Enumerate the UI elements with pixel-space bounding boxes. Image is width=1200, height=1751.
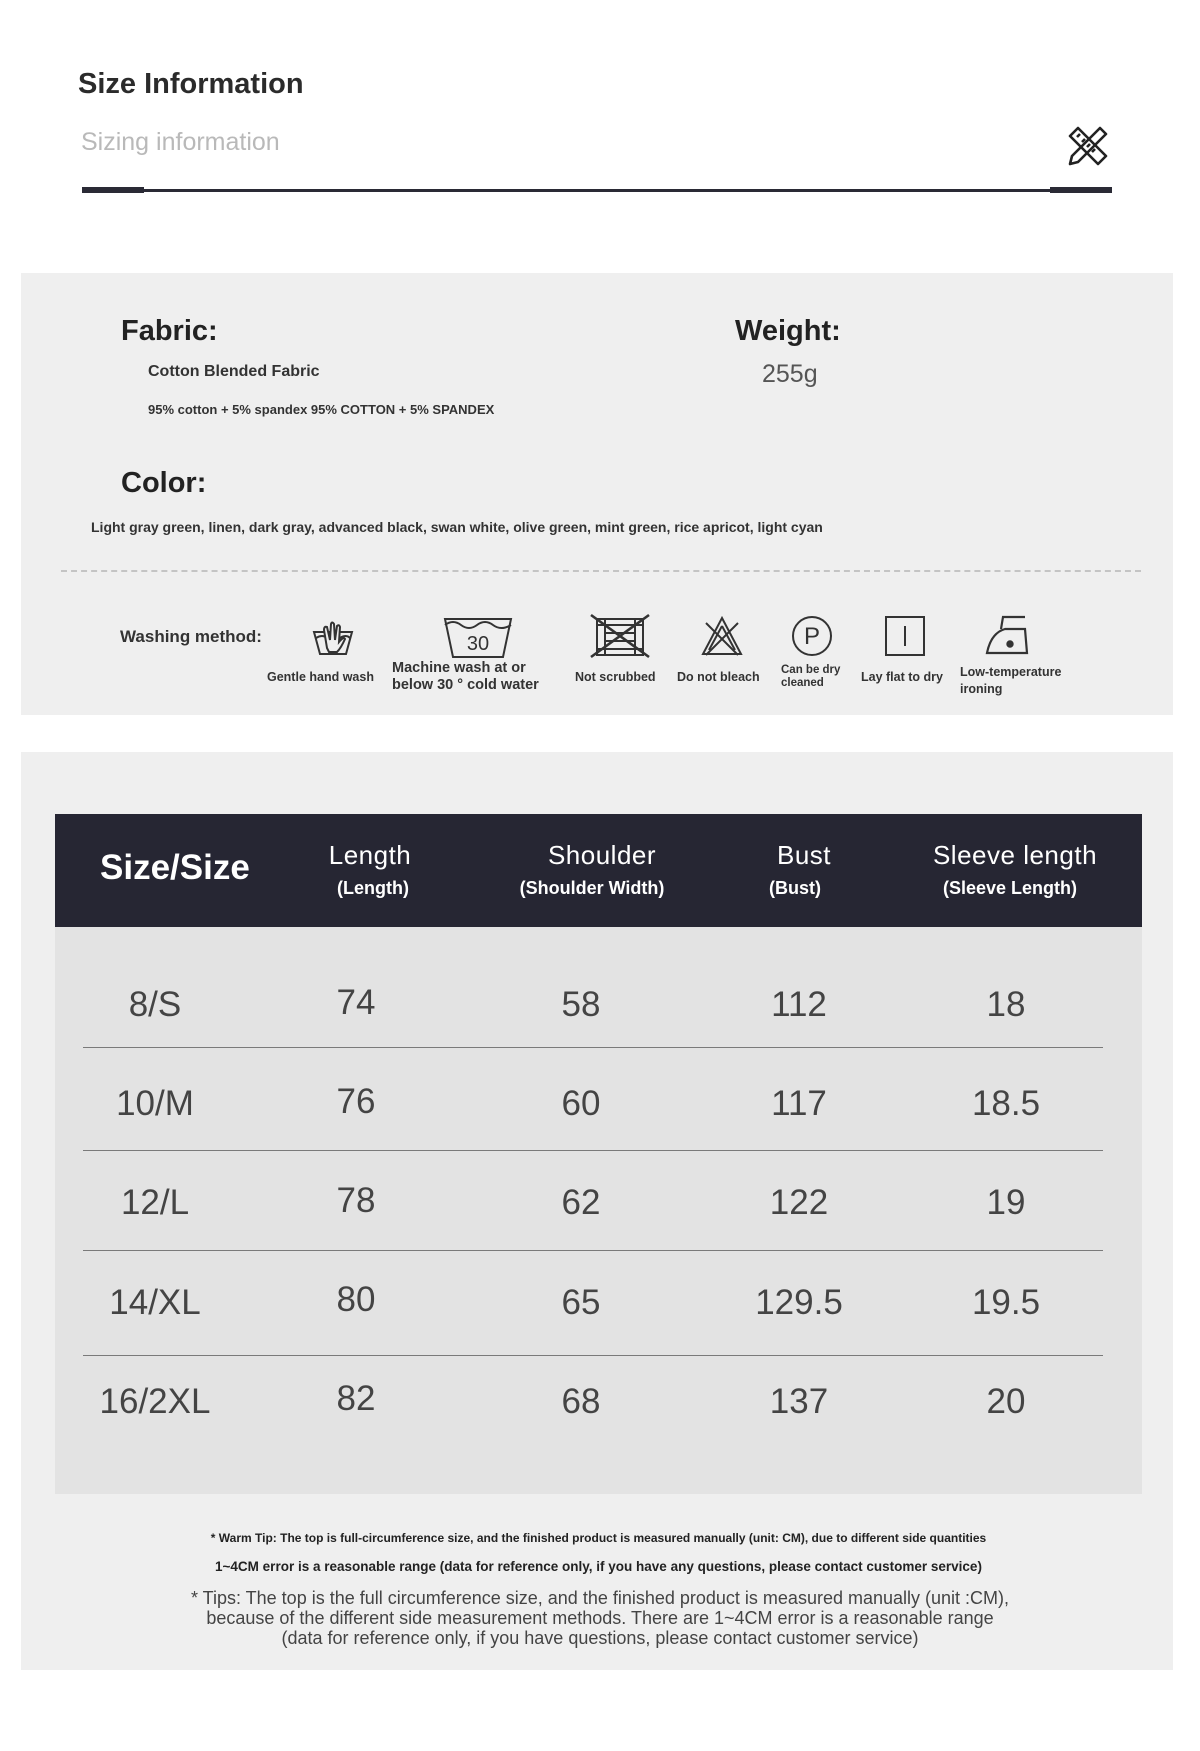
- size-table-body: [55, 927, 1142, 1494]
- sleeve-length-cell: 18.5: [971, 1084, 1041, 1123]
- sleeve-length-subheader: (Sleeve Length): [942, 878, 1078, 898]
- length-cell: 82: [336, 1379, 376, 1418]
- washing-item-label: Lay flat to dry: [861, 670, 943, 684]
- size-cell: 12/L: [120, 1183, 190, 1222]
- color-value: Light gray green, linen, dark gray, advanced black, swan white, olive green, mint green, rice apricot, light cyan: [91, 519, 823, 535]
- bust-subheader: (Bust): [769, 878, 821, 898]
- length-cell: 80: [336, 1280, 376, 1319]
- washing-method-label: Washing method:: [120, 627, 262, 646]
- washing-item-label: Can be dry cleaned: [781, 664, 841, 690]
- length-header: Length: [328, 840, 412, 870]
- row-divider: [83, 1047, 1103, 1048]
- washing-item-label: Machine wash at or below 30 ° cold water: [392, 660, 539, 694]
- shoulder-cell: 65: [561, 1283, 601, 1322]
- shoulder-cell: 68: [561, 1382, 601, 1421]
- size-cell: 8/S: [128, 985, 182, 1024]
- color-label: Color:: [121, 467, 207, 499]
- shoulder-cell: 60: [561, 1084, 601, 1123]
- bust-cell: 117: [771, 1084, 827, 1123]
- washing-item-label: Low-temperature ironing: [960, 665, 1062, 696]
- tips-line: because of the different side measurement methods. There are 1~4CM error is a reasonable range: [206, 1607, 994, 1628]
- size-cell: 16/2XL: [99, 1382, 211, 1421]
- page-title: Size Information: [78, 68, 304, 100]
- dry-clean-letter: P: [803, 623, 821, 650]
- bust-cell: 112: [771, 985, 827, 1024]
- fabric-label: Fabric:: [121, 315, 218, 347]
- tips-line: * Tips: The top is the full circumference size, and the finished product is measured manually (unit :CM),: [190, 1588, 1010, 1608]
- bust-cell: 122: [769, 1183, 829, 1222]
- shoulder-header: Shoulder: [547, 840, 657, 870]
- shoulder-subheader: (Shoulder Width): [519, 878, 665, 898]
- length-subheader: (Length): [337, 878, 409, 898]
- ruler-pencil-icon: [1064, 122, 1112, 170]
- length-cell: 78: [336, 1181, 376, 1220]
- size-cell: 10/M: [116, 1084, 194, 1123]
- size-cell: 14/XL: [109, 1283, 201, 1322]
- lay-flat-dry-icon: [883, 614, 927, 663]
- hand-wash-icon: [310, 618, 356, 663]
- length-cell: 76: [336, 1082, 376, 1121]
- shoulder-cell: 62: [561, 1183, 601, 1222]
- row-divider: [83, 1355, 1103, 1356]
- sleeve-length-cell: 20: [986, 1382, 1026, 1421]
- washing-item-label: Do not bleach: [677, 670, 760, 684]
- low-temp-iron-icon: [983, 613, 1033, 664]
- dry-clean-icon: [790, 614, 834, 663]
- row-divider: [83, 1150, 1103, 1151]
- tips-line: (data for reference only, if you have questions, please contact customer service): [281, 1627, 919, 1648]
- fabric-name: Cotton Blended Fabric: [148, 363, 320, 380]
- product-info-panel: [21, 273, 1173, 715]
- size-column-header: Size/Size: [100, 848, 250, 887]
- not-scrubbed-icon: [589, 613, 651, 664]
- sleeve-length-cell: 19: [986, 1183, 1026, 1222]
- bust-header: Bust: [776, 840, 832, 870]
- error-range-note: 1~4CM error is a reasonable range (data for reference only, if you have any questions, please contact customer service): [215, 1559, 982, 1574]
- bust-cell: 129.5: [755, 1283, 843, 1322]
- row-divider: [83, 1250, 1103, 1251]
- warm-tip-note: * Warm Tip: The top is full-circumference size, and the finished product is measured manually (unit: CM), due to different side quantities: [210, 1531, 987, 1545]
- sleeve-length-cell: 19.5: [971, 1283, 1041, 1322]
- washing-item-label: Not scrubbed: [575, 670, 656, 684]
- sleeve-length-header: Sleeve length: [932, 840, 1098, 870]
- page-subtitle: Sizing information: [81, 128, 280, 156]
- tips-note: [140, 1589, 1060, 1648]
- do-not-bleach-icon: [700, 615, 744, 662]
- shoulder-cell: 58: [561, 985, 601, 1024]
- size-table-header: [55, 814, 1142, 927]
- bust-cell: 137: [769, 1382, 829, 1421]
- length-cell: 74: [336, 983, 376, 1022]
- header-divider: [82, 189, 1112, 192]
- washing-item-label: Gentle hand wash: [267, 670, 374, 684]
- dashed-divider: [61, 570, 1141, 572]
- weight-value: 255g: [762, 360, 818, 388]
- wash-temp-text: 30: [466, 633, 490, 655]
- machine-wash-30-icon: [442, 615, 514, 664]
- fabric-composition: 95% cotton + 5% spandex 95% COTTON + 5% SPANDEX: [148, 402, 495, 417]
- weight-label: Weight:: [735, 315, 841, 347]
- sleeve-length-cell: 18: [986, 985, 1026, 1024]
